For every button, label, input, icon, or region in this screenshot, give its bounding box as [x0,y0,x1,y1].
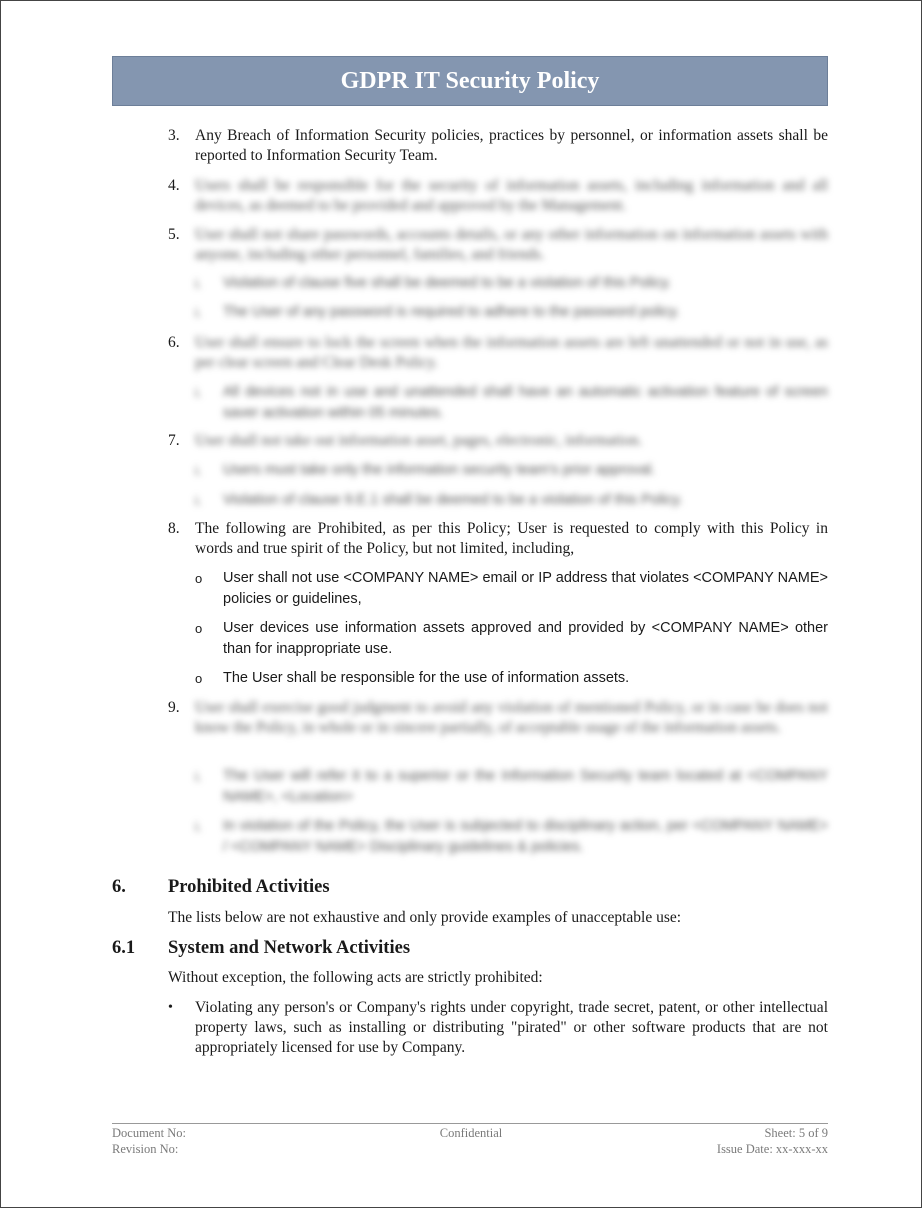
circle-bullet-icon: o [195,621,203,636]
section-title: Prohibited Activities [168,877,330,897]
sub-item-bullet: i. [195,769,202,784]
sub-item-bullet: i. [195,385,202,400]
sub-item-text: The User shall be responsible for the use of information assets. [223,670,630,686]
section-number: 6. [112,877,126,897]
section-6-1-intro: Without exception, the following acts are strictly prohibited: [168,969,543,986]
list-item-3 [168,126,828,166]
sub-item [195,302,828,323]
list-item-9 [168,698,828,738]
sub-item [195,382,828,424]
sub-item-bullet: i. [195,276,202,291]
list-item-text-blurred: User shall ensure to lock the screen when the information assets are left unattended or not in use, as per clear screen and Clear Desk Policy. [195,334,828,371]
footer-revision-no: Revision No: [112,1142,179,1156]
circle-bullet-icon: o [195,571,203,586]
sub-item-text: Violation of clause five shall be deemed to be a violation of this Policy. [223,275,672,291]
sub-item-bullet: i. [195,819,202,834]
sub-item [195,766,828,808]
sub-item [195,618,828,660]
list-item-7 [168,431,828,451]
sub-item-text: All devices not in use and unattended shall have an automatic activation feature of screen saver activation within 05 minutes. [223,384,828,421]
section-6-intro: The lists below are not exhaustive and only provide examples of unacceptable use: [168,909,682,926]
list-item-text-blurred: User shall not take out information asset, pages, electronic, information. [195,432,643,449]
sub-item [195,668,828,689]
sub-item [195,273,828,294]
document-title: GDPR IT Security Policy [340,67,600,94]
sub-item-text: Violation of clause 9.E.1 shall be deemed to be a violation of this Policy. [223,492,683,508]
list-item-number: 5. [168,226,180,243]
footer-sheet: Sheet: 5 of 9 [764,1126,828,1140]
circle-bullet-icon: o [195,671,203,686]
list-item-text: The following are Prohibited, as per this Policy; User is requested to comply with this Policy in words and true spirit of the Policy, but not limited, including, [195,520,828,557]
footer-divider [112,1123,828,1124]
list-item-number: 3. [168,127,180,144]
list-item-text-blurred: User shall not share passwords, accounts details, or any other information on information assets with anyone, including other personnel, families, and friends. [195,226,828,263]
sub-item-text: Users must take only the information security team's prior approval. [223,462,656,478]
list-item-6 [168,333,828,373]
sub-item [195,816,828,858]
section-number: 6.1 [112,938,136,958]
sub-item-text: User shall not use <COMPANY NAME> email or IP address that violates <COMPANY NAME> policies or guidelines, [223,570,828,607]
list-item-number: 9. [168,699,180,716]
bullet-item-text: Violating any person's or Company's rights under copyright, trade secret, patent, or other intellectual property laws, such as installing or distributing "pirated" or other software products that are not appropriately licensed for use by Company. [195,999,828,1056]
footer-issue-date: Issue Date: xx-xxx-xx [716,1142,828,1156]
sub-item-text: In violation of the Policy, the User is subjected to disciplinary action, per <COMPANY NAME> / <COMPANY NAME> Disciplinary guidelines & policies. [223,818,828,855]
bullet-item [168,998,828,1058]
list-item-number: 4. [168,177,180,194]
list-item-text: Any Breach of Information Security policies, practices by personnel, or information assets shall be reported to Information Security Team. [195,127,828,164]
sub-item-text: User devices use information assets approved and provided by <COMPANY NAME> other than for inappropriate use. [223,620,828,657]
list-item-number: 8. [168,520,180,537]
list-item-4 [168,176,828,216]
bullet-dot-icon: • [168,1000,173,1015]
section-title: System and Network Activities [168,938,411,958]
sub-item-bullet: i. [195,463,202,478]
sub-item [195,490,828,511]
footer-confidential: Confidential [439,1126,503,1140]
list-item-number: 7. [168,432,180,449]
sub-item-text: The User will refer it to a superior or the Information Security team located at <COMPANY NAME>, <Location> [223,768,828,805]
sub-item-bullet: i. [195,305,202,320]
footer-document-no: Document No: [112,1126,186,1140]
sub-item-bullet: i. [195,493,202,508]
document-title-banner [112,56,828,106]
list-item-text-blurred: User shall exercise good judgment to avoid any violation of mentioned Policy, or in case he does not know the Policy, in whole or in sincere partially, of acceptable usage of the information assets. [195,699,828,736]
sub-item [195,460,828,481]
sub-item-text: The User of any password is required to adhere to the password policy. [223,304,680,320]
list-item-text-blurred: Users shall be responsible for the security of information assets, including information and all devices, as deemed to be provided and approved by the Management. [195,177,828,214]
sub-item [195,568,828,610]
list-item-8 [168,519,828,559]
list-item-5 [168,225,828,265]
list-item-number: 6. [168,334,180,351]
